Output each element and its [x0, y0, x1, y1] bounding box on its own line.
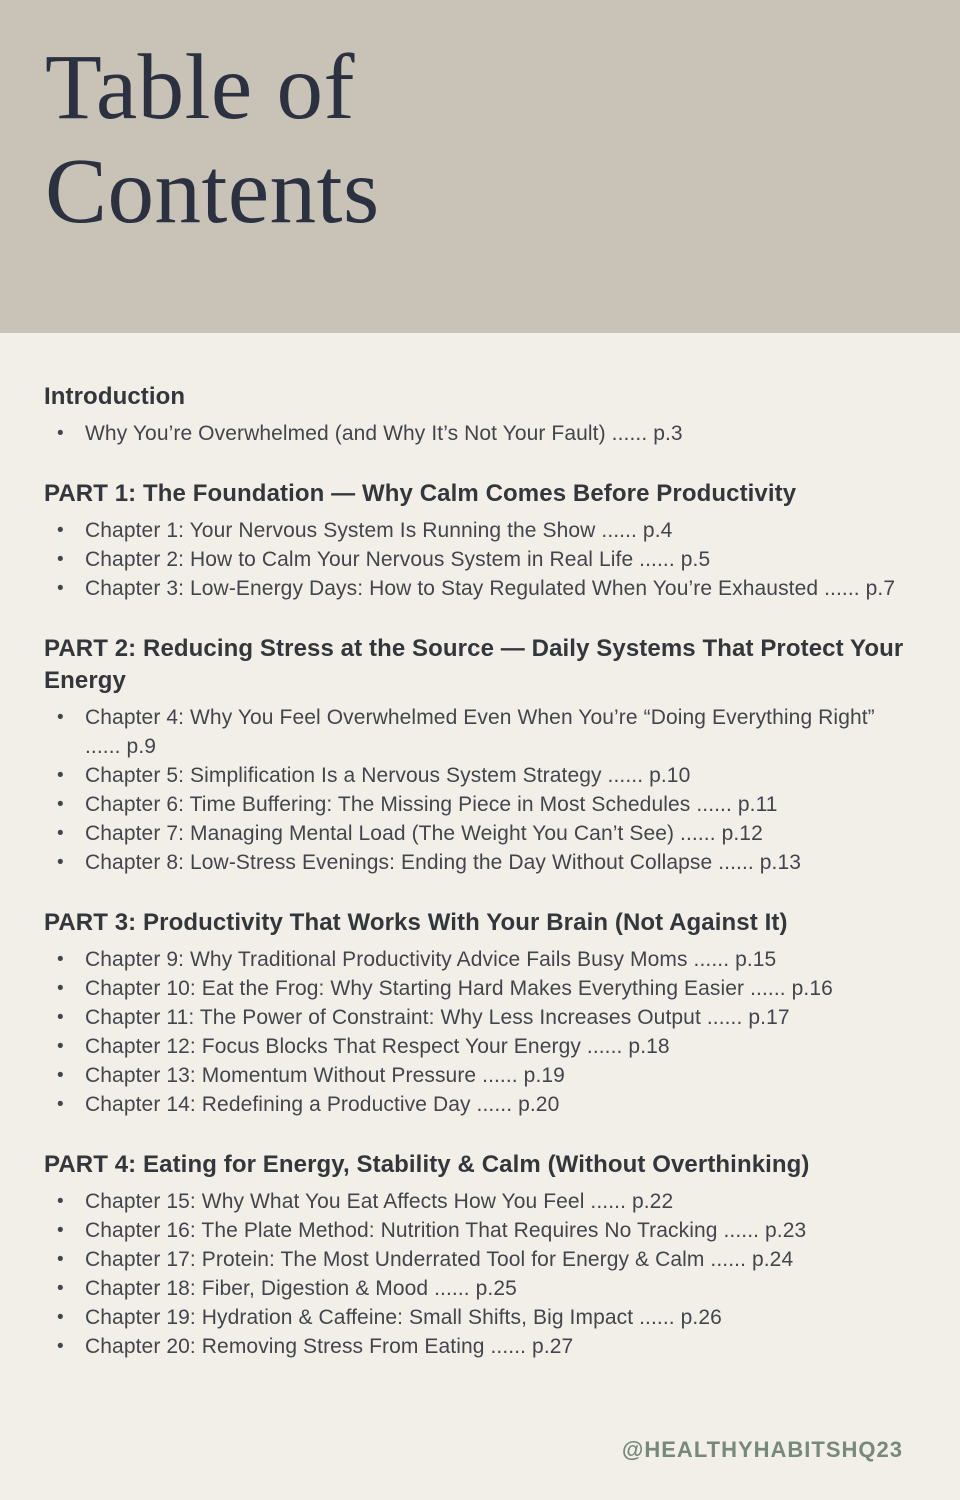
- toc-entry-text: Chapter 19: Hydration & Caffeine: Small Shifts, Big Impact ...... p.26: [85, 1306, 722, 1329]
- bullet-icon: •: [57, 852, 64, 873]
- toc-entry: [57, 974, 915, 1003]
- bullet-icon: •: [57, 1036, 64, 1057]
- toc-entry: [57, 1187, 915, 1216]
- toc-entry: [57, 1332, 915, 1361]
- toc-body: [0, 333, 960, 1361]
- section-heading: PART 2: Reducing Stress at the Source — Daily Systems That Protect Your Energy: [44, 635, 904, 694]
- section-list: [44, 516, 915, 603]
- toc-entry-text: Chapter 5: Simplification Is a Nervous System Strategy ...... p.10: [85, 764, 691, 787]
- bullet-icon: •: [57, 1007, 64, 1028]
- toc-entry: [57, 703, 915, 761]
- toc-entry-text: Chapter 8: Low-Stress Evenings: Ending the Day Without Collapse ...... p.13: [85, 851, 802, 874]
- section-list: [44, 945, 915, 1119]
- bullet-icon: •: [57, 707, 64, 728]
- bullet-icon: •: [57, 1094, 64, 1115]
- bullet-icon: •: [57, 1220, 64, 1241]
- toc-entry: [57, 1303, 915, 1332]
- toc-entry: [57, 1003, 915, 1032]
- toc-entry-text: Chapter 10: Eat the Frog: Why Starting Hard Makes Everything Easier ...... p.16: [85, 977, 833, 1000]
- toc-entry-text: Chapter 18: Fiber, Digestion & Mood ...... p.25: [85, 1277, 517, 1300]
- toc-entry: [57, 516, 915, 545]
- section-heading: PART 1: The Foundation — Why Calm Comes Before Productivity: [44, 480, 797, 507]
- hero-banner: [0, 0, 960, 333]
- toc-entry-text: Chapter 12: Focus Blocks That Respect Your Energy ...... p.18: [85, 1035, 670, 1058]
- toc-entry: [57, 790, 915, 819]
- toc-entry-text: Chapter 17: Protein: The Most Underrated Tool for Energy & Calm ...... p.24: [85, 1248, 794, 1271]
- section-list: [44, 1187, 915, 1361]
- bullet-icon: •: [57, 423, 64, 444]
- toc-entry-text: Chapter 20: Removing Stress From Eating ...... p.27: [85, 1335, 574, 1358]
- section-heading: PART 3: Productivity That Works With Your Brain (Not Against It): [44, 909, 788, 936]
- bullet-icon: •: [57, 1278, 64, 1299]
- social-handle: @HEALTHYHABITSHQ23: [621, 1437, 903, 1462]
- bullet-icon: •: [57, 794, 64, 815]
- toc-entry: [57, 1216, 915, 1245]
- toc-entry: [57, 1274, 915, 1303]
- bullet-icon: •: [57, 578, 64, 599]
- bullet-icon: •: [57, 978, 64, 999]
- section-heading: Introduction: [44, 383, 186, 410]
- section-part-2: [44, 633, 915, 877]
- bullet-icon: •: [57, 549, 64, 570]
- toc-entry: [57, 545, 915, 574]
- bullet-icon: •: [57, 1336, 64, 1357]
- toc-entry: [57, 761, 915, 790]
- toc-entry: [57, 1032, 915, 1061]
- bullet-icon: •: [57, 1249, 64, 1270]
- toc-entry-text: Chapter 1: Your Nervous System Is Running the Show ...... p.4: [85, 519, 673, 542]
- toc-entry: [57, 848, 915, 877]
- toc-entry: [57, 945, 915, 974]
- toc-entry-text: Chapter 3: Low-Energy Days: How to Stay Regulated When You’re Exhausted ...... p.7: [85, 577, 896, 600]
- toc-entry-text: Chapter 2: How to Calm Your Nervous System in Real Life ...... p.5: [85, 548, 711, 571]
- section-part-3: [44, 907, 915, 1119]
- toc-entry-text: Chapter 7: Managing Mental Load (The Weight You Can’t See) ...... p.12: [85, 822, 763, 845]
- section-part-4: [44, 1149, 915, 1361]
- section-list: [44, 703, 915, 877]
- toc-entry: [57, 819, 915, 848]
- page-title: Table of Contents: [45, 36, 380, 244]
- toc-entry-text: Chapter 14: Redefining a Productive Day ...... p.20: [85, 1093, 560, 1116]
- toc-entry-text: Chapter 15: Why What You Eat Affects How You Feel ...... p.22: [85, 1190, 674, 1213]
- bullet-icon: •: [57, 765, 64, 786]
- toc-entry-text: Chapter 4: Why You Feel Overwhelmed Even When You’re “Doing Everything Right” ...... p.9: [85, 706, 875, 758]
- section-introduction: [44, 381, 915, 448]
- bullet-icon: •: [57, 520, 64, 541]
- toc-entry: [57, 1090, 915, 1119]
- section-list: [44, 419, 915, 448]
- toc-entry-text: Chapter 9: Why Traditional Productivity Advice Fails Busy Moms ...... p.15: [85, 948, 777, 971]
- toc-entry: [57, 574, 915, 603]
- toc-entry-text: Why You’re Overwhelmed (and Why It’s Not Your Fault) ...... p.3: [85, 422, 683, 445]
- toc-entry: [57, 419, 915, 448]
- bullet-icon: •: [57, 949, 64, 970]
- section-heading: PART 4: Eating for Energy, Stability & Calm (Without Overthinking): [44, 1151, 810, 1178]
- toc-entry-text: Chapter 6: Time Buffering: The Missing Piece in Most Schedules ...... p.11: [85, 793, 778, 816]
- bullet-icon: •: [57, 1307, 64, 1328]
- bullet-icon: •: [57, 1191, 64, 1212]
- bullet-icon: •: [57, 1065, 64, 1086]
- toc-entry: [57, 1061, 915, 1090]
- toc-entry-text: Chapter 16: The Plate Method: Nutrition That Requires No Tracking ...... p.23: [85, 1219, 807, 1242]
- toc-entry-text: Chapter 11: The Power of Constraint: Why Less Increases Output ...... p.17: [85, 1006, 790, 1029]
- section-part-1: [44, 478, 915, 603]
- bullet-icon: •: [57, 823, 64, 844]
- toc-entry: [57, 1245, 915, 1274]
- toc-entry-text: Chapter 13: Momentum Without Pressure ...... p.19: [85, 1064, 565, 1087]
